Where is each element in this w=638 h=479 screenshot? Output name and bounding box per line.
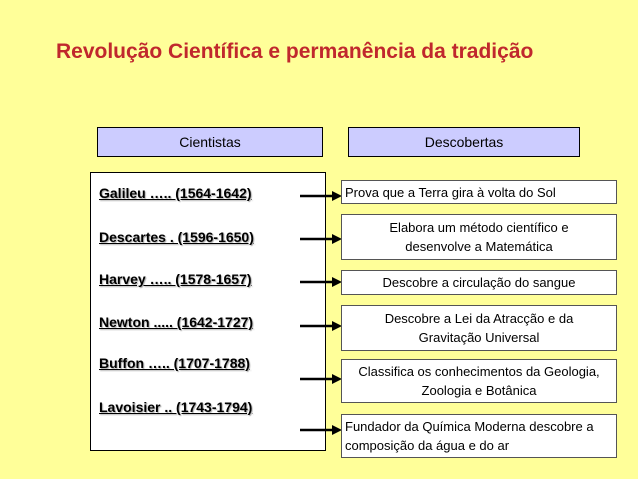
discovery-harvey: Descobre a circulação do sangue: [341, 270, 617, 295]
scientists-box: [90, 172, 326, 451]
arrow-icon: [300, 424, 342, 436]
arrow-icon: [300, 233, 342, 245]
discovery-newton: Descobre a Lei da Atracção e da Gravitação Universal: [341, 305, 617, 351]
scientist-buffon: Buffon ….. (1707-1788): [99, 355, 250, 371]
discovery-lavoisier: Fundador da Química Moderna descobre a composição da água e do ar: [341, 414, 617, 458]
scientist-galileu: Galileu ….. (1564-1642): [99, 185, 252, 201]
arrow-icon: [300, 320, 342, 332]
header-descobertas: Descobertas: [348, 127, 580, 157]
discovery-descartes: Elabora um método científico e desenvolve a Matemática: [341, 214, 617, 260]
scientist-lavoisier: Lavoisier .. (1743-1794): [99, 399, 253, 415]
arrow-icon: [300, 276, 342, 288]
discovery-buffon: Classifica os conhecimentos da Geologia, Zoologia e Botânica: [341, 359, 617, 403]
arrow-icon: [300, 373, 342, 385]
page-title: Revolução Científica e permanência da tradição: [56, 40, 534, 63]
scientist-descartes: Descartes . (1596-1650): [99, 229, 254, 245]
scientist-harvey: Harvey ….. (1578-1657): [99, 271, 252, 287]
arrow-icon: [300, 190, 342, 202]
header-cientistas: Cientistas: [97, 127, 323, 157]
scientist-newton: Newton ..... (1642-1727): [99, 314, 254, 330]
discovery-galileu: Prova que a Terra gira à volta do Sol: [341, 180, 617, 204]
